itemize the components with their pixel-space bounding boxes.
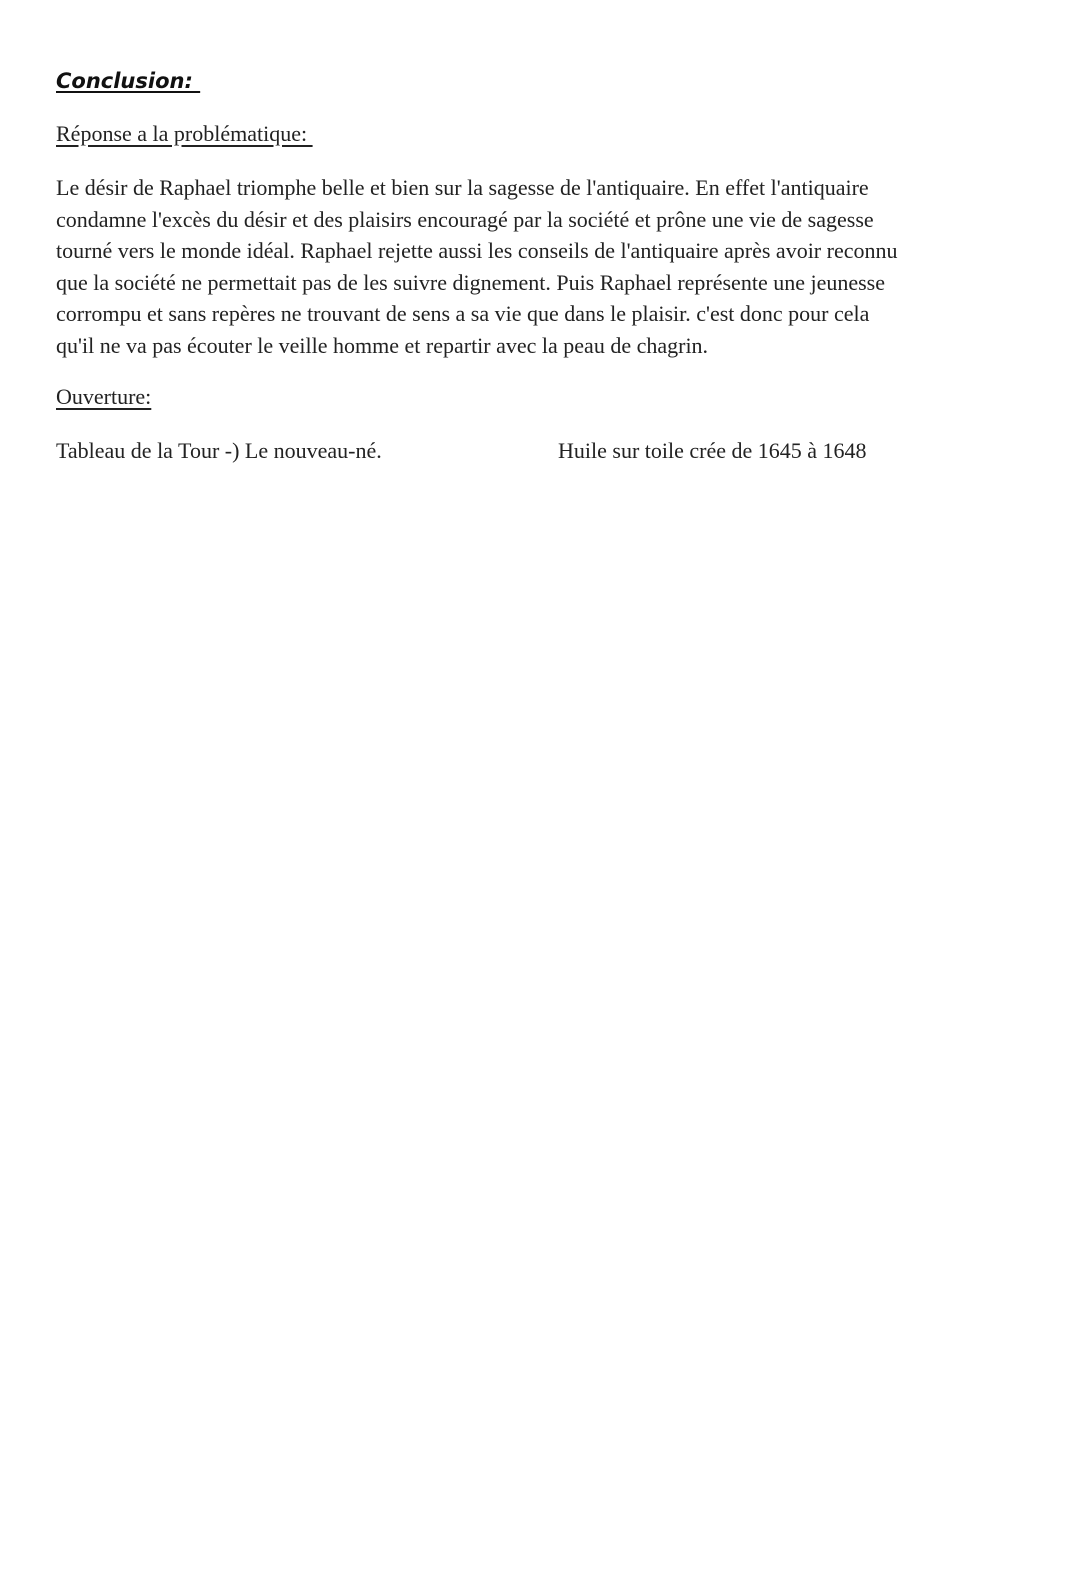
paragraph-line: condamne l'excès du désir et des plaisirs encouragé par la société et prône une vie de sagesse [56,206,874,232]
paragraph-line: qu'il ne va pas écouter le veille homme et repartir avec la peau de chagrin. [56,332,709,358]
conclusion-heading: Conclusion: [56,69,201,93]
paragraph-line: tourné vers le monde idéal. Raphael rejette aussi les conseils de l'antiquaire après avoir reconnu [56,238,898,263]
painting-title-text: Tableau de la Tour -) Le nouveau-né. [56,438,382,463]
answer-section-title: Réponse a la problématique: [56,121,313,146]
answer-paragraph [56,172,1031,361]
painting-details-text: Huile sur toile crée de 1645 à 1648 [558,438,867,463]
opening-section-title: Ouverture: [56,384,152,409]
paragraph-line: corrompu et sans repères ne trouvant de sens a sa vie que dans le plaisir. c'est donc pour cela [56,301,870,326]
paragraph-line: Le désir de Raphael triomphe belle et bien sur la sagesse de l'antiquaire. En effet l'antiquaire [56,175,869,200]
paragraph-line: que la société ne permettait pas de les suivre dignement. Puis Raphael représente une jeunesse [56,269,885,295]
